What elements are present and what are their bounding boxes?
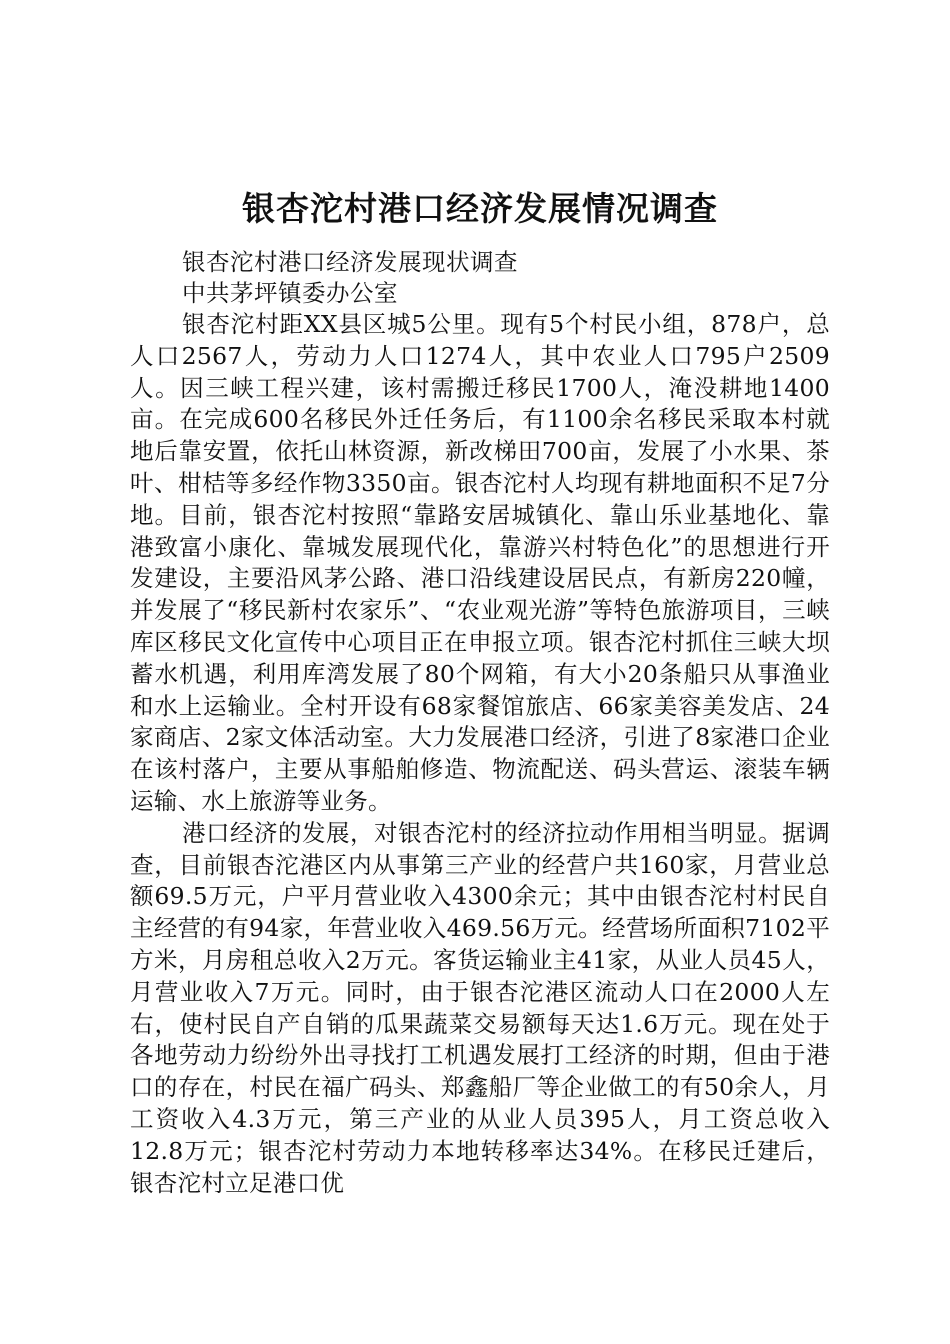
document-author: 中共茅坪镇委办公室 bbox=[182, 279, 398, 307]
paragraph: 港口经济的发展，对银杏沱村的经济拉动作用相当明显。据调查，目前银杏沱港区内从事第三产业的经营户共160家，月营业总额69.5万元，户平月营业收入4300余元；其中由银杏沱村村民自主经营的有94家，年营业收入469.56万元。经营场所面积7102平方米，月房租总收入2万元。客货运输业主41家，从业人员45人，月营业收入7万元。同时，由于银杏沱港区流动人口在2000人左右，使村民自产自销的瓜果蔬菜交易额每天达1.6万元。现在处于各地劳动力纷纷外出寻找打工机遇发展打工经济的时期，但由于港口的存在，村民在福广码头、郑鑫船厂等企业做工的有50余人，月工资收入4.3万元，第三产业的从业人员395人，月工资总收入12.8万元；银杏沱村劳动力本地转移率达34%。在移民迁建后，银杏沱村立足港口优 bbox=[130, 818, 830, 1197]
paragraph: 银杏沱村距XX县区城5公里。现有5个村民小组，878户，总人口2567人，劳动力人口1274人，其中农业人口795户2509人。因三峡工程兴建，该村需搬迁移民1700人，淹没耕地1400亩。在完成600名移民外迁任务后，有1100余名移民采取本村就地后靠安置，依托山林资源，新改梯田700亩，发展了小水果、茶叶、柑桔等多经作物3350亩。银杏沱村人均现有耕地面积不足7分地。目前，银杏沱村按照“靠路安居城镇化、靠山乐业基地化、靠港致富小康化、靠城发展现代化，靠游兴村特色化”的思想进行开发建设，主要沿风茅公路、港口沿线建设居民点，有新房220幢，并发展了“移民新村农家乐”、“农业观光游”等特色旅游项目，三峡库区移民文化宣传中心项目正在申报立项。银杏沱村抓住三峡大坝蓄水机遇，利用库湾发展了80个网箱，有大小20条船只从事渔业和水上运输业。全村开设有68家餐馆旅店、66家美容美发店、24家商店、2家文体活动室。大力发展港口经济，引进了8家港口企业在该村落户，主要从事船舶修造、物流配送、码头营运、滚装车辆运输、水上旅游等业务。 bbox=[130, 310, 830, 815]
document-subtitle: 银杏沱村港口经济发展现状调查 bbox=[182, 248, 518, 276]
document-page bbox=[130, 185, 830, 1199]
document-title: 银杏沱村港口经济发展情况调查 bbox=[242, 189, 718, 228]
